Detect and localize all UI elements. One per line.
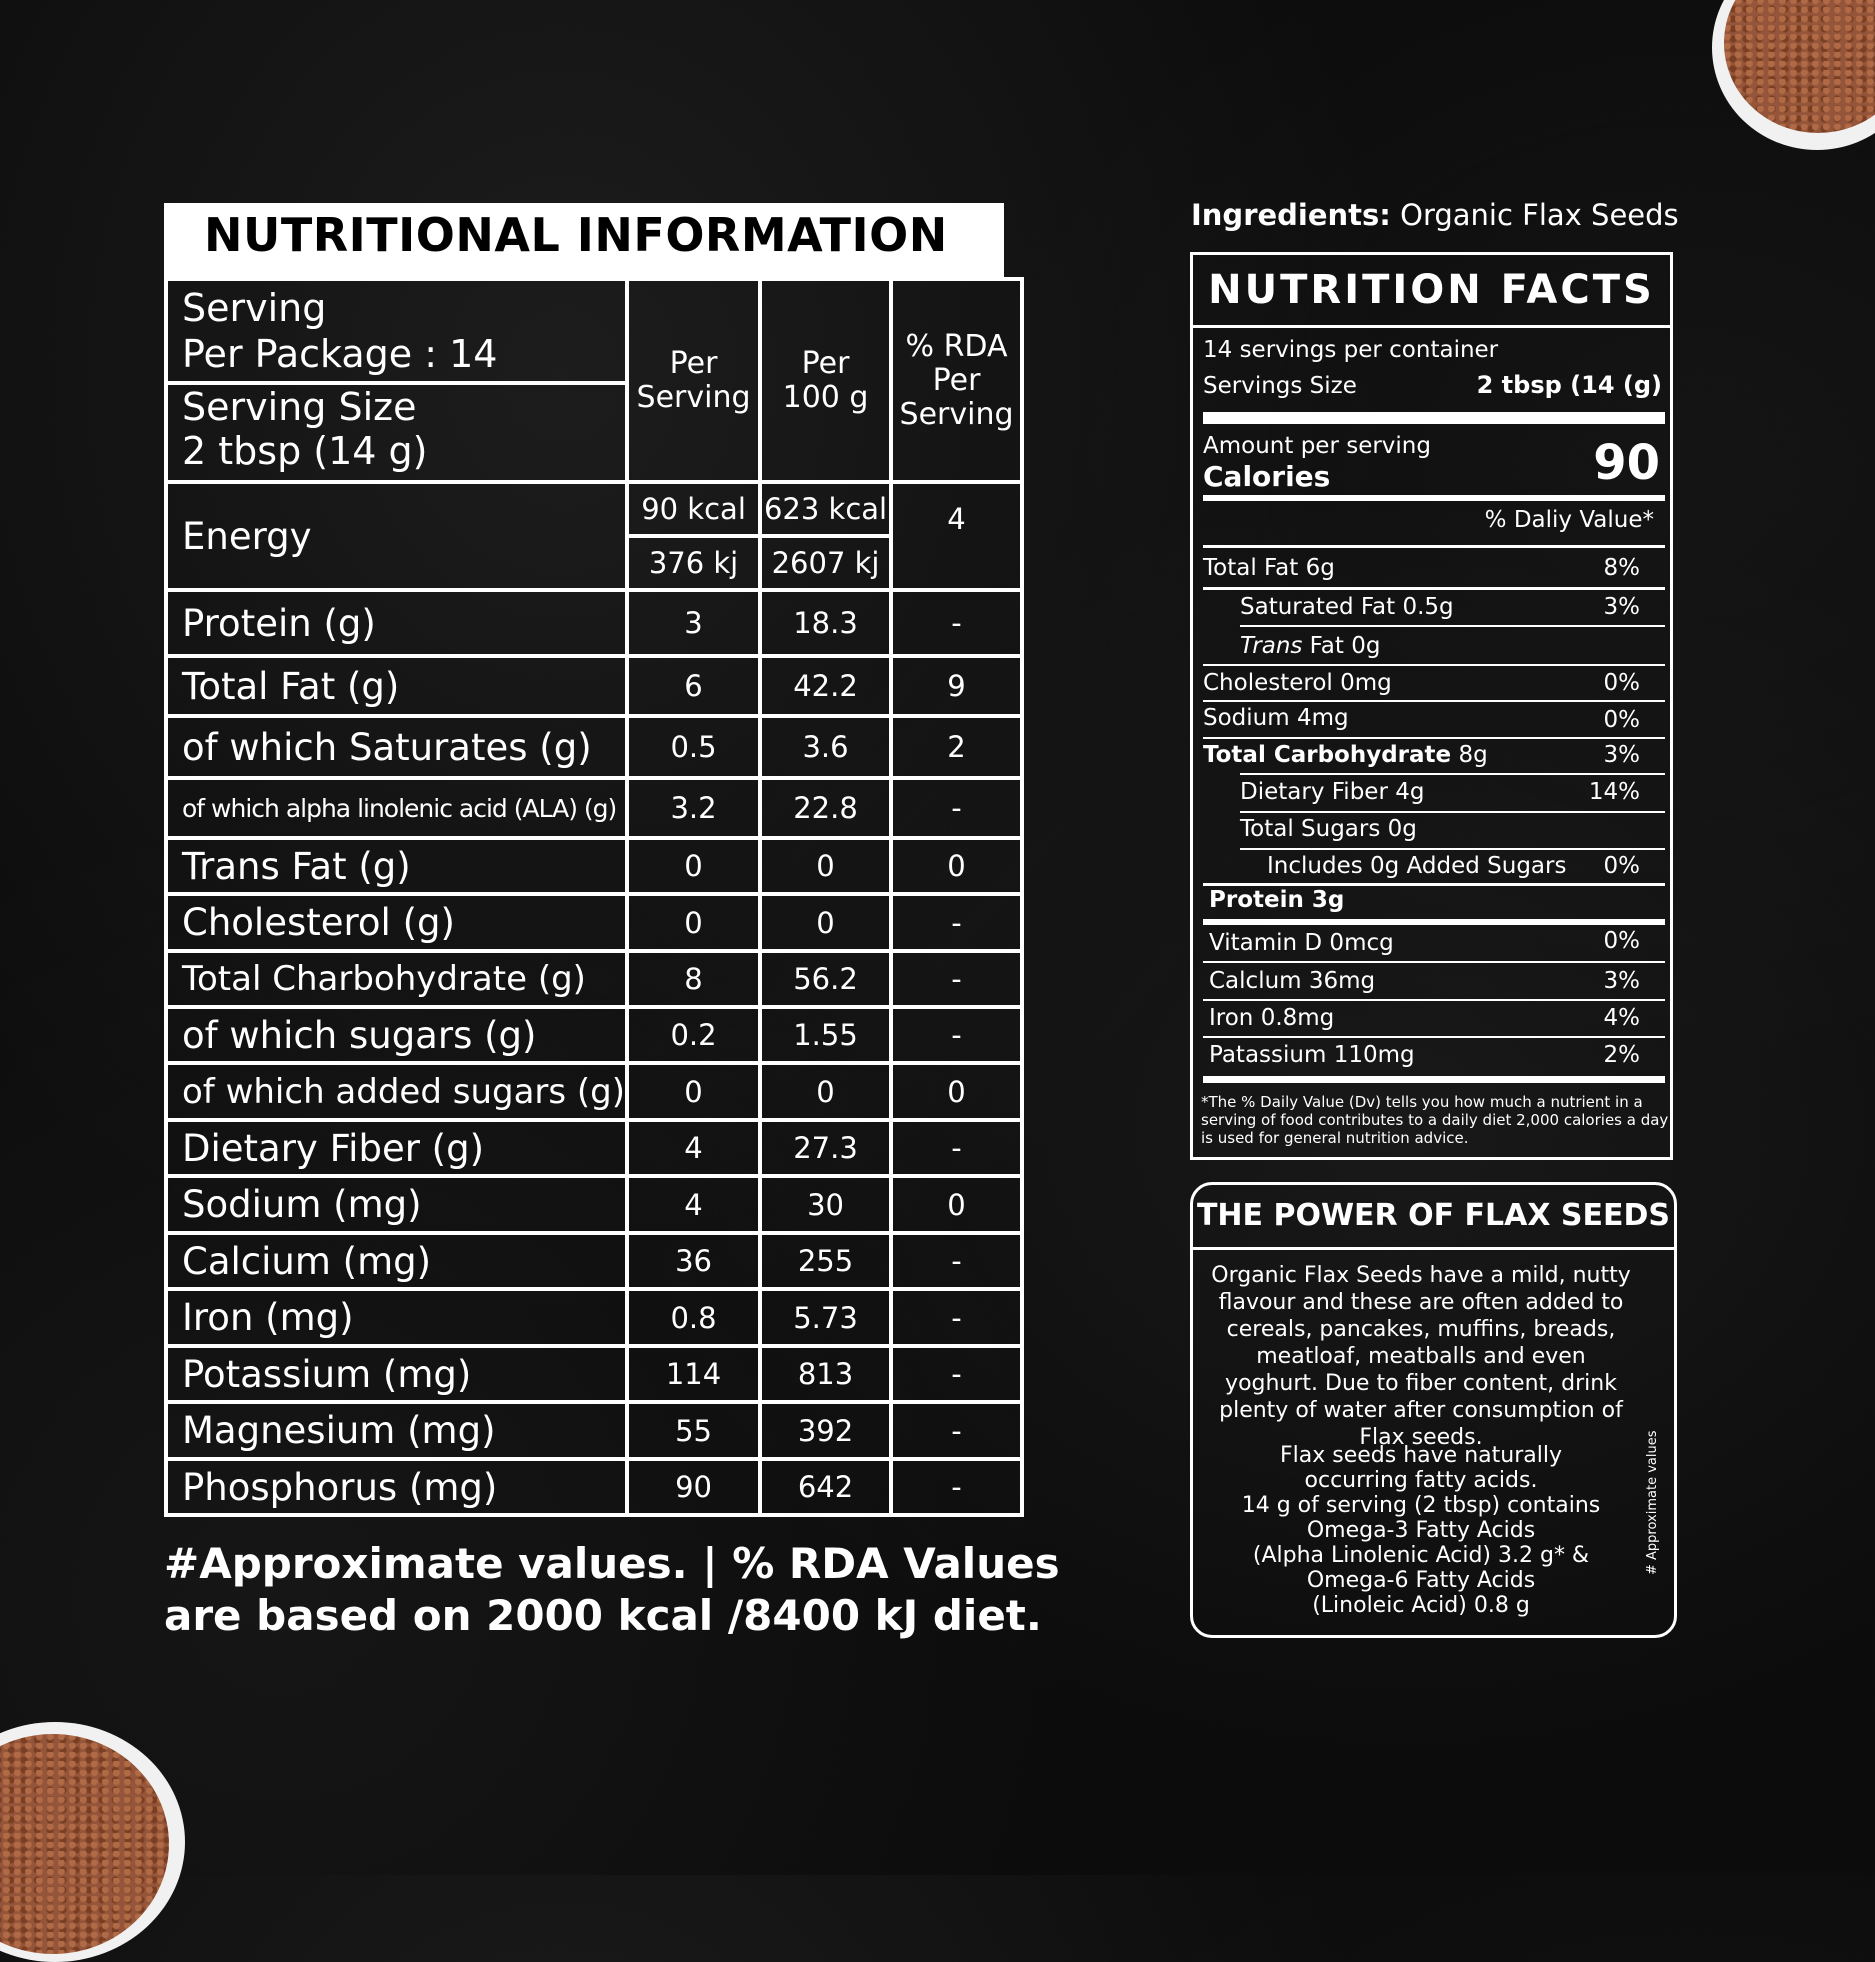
- energy-per-100g: 623 kcal 2607 kj: [760, 482, 891, 590]
- table-row: of which sugars (g) 0.2 1.55 -: [166, 1007, 1022, 1063]
- divider: [1203, 919, 1665, 925]
- table-row: of which added sugars (g) 0 0 0: [166, 1063, 1022, 1120]
- table-row: Total Fat (g) 6 42.2 9: [166, 656, 1022, 716]
- nf-row-label: Vitamin D 0mcg: [1209, 930, 1394, 956]
- daily-value-header: % Daliy Value*: [1484, 507, 1654, 533]
- nf-row-label: Patassium 110mg: [1209, 1042, 1415, 1068]
- flax-seed-bowl-image: [0, 1722, 185, 1962]
- divider: [1203, 883, 1665, 886]
- nutrition-facts-panel: [1190, 252, 1673, 1160]
- calories-label: Calories: [1203, 460, 1331, 493]
- col-header-per-100g: Per 100 g: [760, 279, 891, 482]
- serving-size-label: Servings Size: [1203, 373, 1357, 399]
- table-row: Cholesterol (g) 0 0 -: [166, 894, 1022, 951]
- amount-per-serving: Amount per serving: [1203, 433, 1431, 459]
- daily-value-footnote: *The % Daily Value (Dv) tells you how much a nutrient in a serving of food contributes to a daily diet 2,000 calories a day is used for general nutrition advice.: [1201, 1093, 1669, 1147]
- table-row: Iron (mg) 0.8 5.73 -: [166, 1289, 1022, 1346]
- nf-row-dv: 14%: [1588, 779, 1640, 805]
- table-row: Phosphorus (mg) 90 642 -: [166, 1459, 1022, 1515]
- nf-row-label: Total Fat 6g: [1203, 555, 1335, 581]
- nf-row-label: Dietary Fiber 4g: [1240, 779, 1425, 805]
- table-row: Total Charbohydrate (g) 8 56.2 -: [166, 951, 1022, 1007]
- serving-per-package: Serving Per Package : 14: [182, 286, 498, 376]
- divider: [1203, 495, 1665, 501]
- energy-rda: 4: [891, 482, 1022, 590]
- nf-row-dv: 4%: [1603, 1005, 1640, 1031]
- table-row: of which Saturates (g) 0.5 3.6 2: [166, 716, 1022, 778]
- thick-divider: [1203, 1076, 1665, 1083]
- table-row: Trans Fat (g) 0 0 0: [166, 838, 1022, 894]
- ingredients-value: Organic Flax Seeds: [1390, 198, 1679, 232]
- nutritional-information-table: [164, 277, 1024, 1517]
- thick-divider: [1203, 412, 1665, 424]
- calories-value: 90: [1593, 435, 1660, 491]
- table-header-row: [166, 279, 1022, 482]
- power-fatty-acids: Flax seeds have naturally occurring fatty acids. 14 g of serving (2 tbsp) contains Omega-3 Fatty Acids (Alpha Linolenic Acid) 3.2 g* & Omega-6 Fatty Acids (Linoleic Acid) 0.8 g: [1241, 1443, 1601, 1618]
- serving-info-cell: [166, 279, 627, 482]
- power-of-flax-seeds-panel: [1190, 1182, 1677, 1638]
- divider: [1203, 545, 1665, 548]
- col-header-per-serving: Per Serving: [627, 279, 760, 482]
- table-row: Calcium (mg) 36 255 -: [166, 1233, 1022, 1289]
- table-row: Magnesium (mg) 55 392 -: [166, 1402, 1022, 1459]
- table-row: Potassium (mg) 114 813 -: [166, 1346, 1022, 1402]
- table-row-energy: [166, 482, 1022, 590]
- approximate-values-note: #Approximate values. | % RDA Values are based on 2000 kcal /8400 kJ diet.: [164, 1539, 1060, 1640]
- divider: [1203, 664, 1665, 666]
- nf-row-label: Saturated Fat 0.5g: [1240, 594, 1454, 620]
- flax-seed-bowl-image: [1712, 0, 1875, 150]
- power-title: THE POWER OF FLAX SEEDS: [1196, 1198, 1671, 1233]
- divider: [1240, 773, 1665, 775]
- divider: [1240, 848, 1665, 850]
- divider: [1240, 811, 1665, 813]
- divider: [1203, 1036, 1665, 1038]
- ingredients-label: Ingredients:: [1191, 198, 1391, 232]
- nutrition-facts-title: NUTRITION FACTS: [1208, 267, 1655, 313]
- table-row: Sodium (mg) 4 30 0: [166, 1176, 1022, 1233]
- divider: [1240, 625, 1665, 627]
- nf-row-label: Protein 3g: [1209, 887, 1345, 913]
- nf-row-label: Iron 0.8mg: [1209, 1005, 1335, 1031]
- serving-size-value: 2 tbsp (14 (g): [1476, 371, 1662, 399]
- nutritional-information-title: NUTRITIONAL INFORMATION: [164, 203, 1004, 277]
- ingredients-line: [1191, 198, 1679, 232]
- nf-row-dv: 8%: [1603, 555, 1640, 581]
- nf-row-label: Includes 0g Added Sugars: [1267, 853, 1567, 879]
- table-row: of which alpha linolenic acid (ALA) (g) 3.2 22.8 -: [166, 778, 1022, 838]
- nf-row-dv: 2%: [1603, 1042, 1640, 1068]
- nf-row-dv: 0%: [1603, 928, 1640, 954]
- nf-row-dv: 0%: [1603, 670, 1640, 696]
- nf-row-dv: 0%: [1603, 707, 1640, 733]
- power-paragraph: Organic Flax Seeds have a mild, nutty flavour and these are often added to cereals, pancakes, muffins, breads, meatloaf, meatballs and even yoghurt. Due to fiber content, drink plenty of water after consumption of Flax seeds.: [1211, 1263, 1631, 1450]
- nf-row-label: Trans Fat 0g: [1240, 633, 1381, 659]
- nf-row-dv: 3%: [1603, 968, 1640, 994]
- col-header-rda: % RDA Per Serving: [891, 279, 1022, 482]
- divider: [1193, 325, 1670, 328]
- serving-size: Serving Size 2 tbsp (14 g): [168, 381, 625, 479]
- divider: [1203, 961, 1665, 963]
- nf-row-label: Total Sugars 0g: [1240, 816, 1417, 842]
- table-row: Dietary Fiber (g) 4 27.3 -: [166, 1120, 1022, 1176]
- approximate-values-side-note: # Approximate values: [1645, 1430, 1660, 1575]
- divider: [1203, 587, 1665, 590]
- divider: [1193, 1247, 1674, 1250]
- divider: [1203, 700, 1665, 702]
- nf-row-label: Sodium 4mg: [1203, 705, 1349, 731]
- nf-row-dv: 0%: [1603, 853, 1640, 879]
- energy-label: Energy: [166, 482, 627, 590]
- nf-row-label: Cholesterol 0mg: [1203, 670, 1392, 696]
- divider: [1203, 737, 1665, 739]
- energy-per-serving: 90 kcal 376 kj: [627, 482, 760, 590]
- nf-row-dv: 3%: [1603, 594, 1640, 620]
- table-row: Protein (g) 3 18.3 -: [166, 590, 1022, 656]
- nf-row-label: Calclum 36mg: [1209, 968, 1376, 994]
- servings-per-container: 14 servings per container: [1203, 337, 1499, 363]
- nf-row-label: Total Carbohydrate 8g: [1203, 742, 1488, 768]
- nf-row-dv: 3%: [1603, 742, 1640, 768]
- divider: [1203, 999, 1665, 1001]
